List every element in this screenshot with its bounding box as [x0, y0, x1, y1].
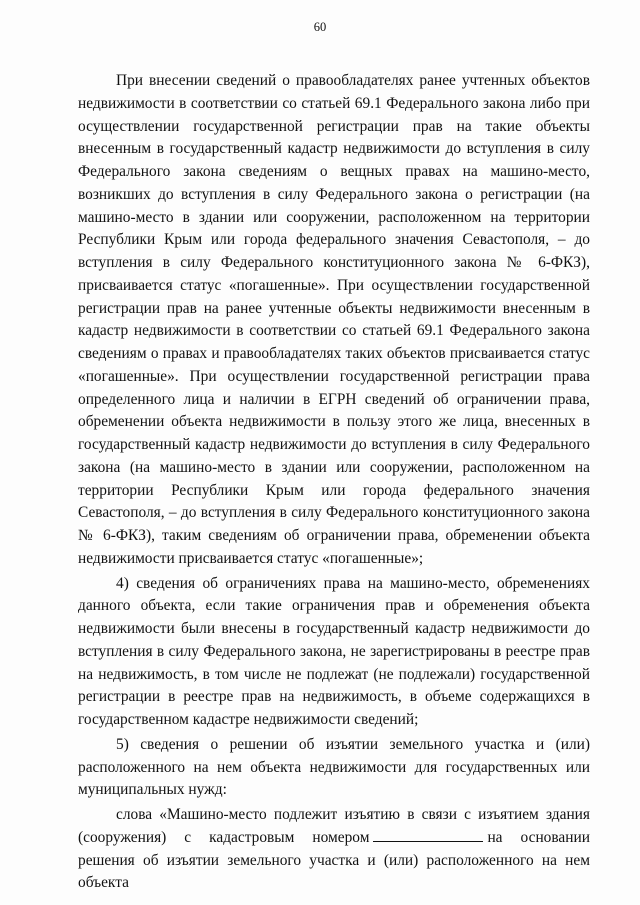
- paragraph-rights-status: При внесении сведений о правообладателях ранее учтенных объектов недвижимости в соответствии со статьей 69.1 Федерального закона либо при осуществлении государственной регистрации прав на такие объекты внесенным в государственный кадастр недвижимости до вступления в силу Федерального закона сведениям о вещных правах на машино-место, возникших до вступления в силу Федерального закона о регистрации (на машино-место в здании или сооружении, расположенном на территории Республики Крым или города федерального значения Севастополя, – до вступления в силу Федерального конституционного закона № 6-ФКЗ), присваивается статус «погашенные». При осуществлении государственной регистрации прав на ранее учтенные объекты недвижимости внесенным в кадастр недвижимости в соответствии со статьей 69.1 Федерального закона сведениям о правах и правообладателях таких объектов присваивается статус «погашенные». При осуществлении государственной регистрации права определенного лица и наличии в ЕГРН сведений об ограничении права, обременении объекта недвижимости в пользу этого же лица, внесенных в государственный кадастр недвижимости до вступления в силу Федерального закона (на машино-место в здании или сооружении, расположенном на территории Республики Крым или города федерального значения Севастополя, – до вступления в силу Федерального конституционного закона № 6-ФКЗ), таким сведениям об ограничении права, обременении объекта недвижимости присваивается статус «погашенные»;: [78, 72, 590, 567]
- seizure-text-end: на основании решения об изъятии земельного участка и (или) расположенного на нем объекта: [78, 828, 590, 892]
- paragraph-item-5: 5) сведения о решении об изъятии земельного участка и (или) расположенного на нем объекта недвижимости для государственных или муниципальных нужд:: [78, 735, 590, 799]
- seizure-text-start: слова «Машино-место подлежит изъятию в связи с изъятием здания (сооружения) с кадастровым номером: [78, 806, 590, 846]
- cadastral-number-blank: [373, 829, 483, 842]
- paragraph-seizure-words: [78, 804, 590, 895]
- page-number: 60: [313, 20, 327, 34]
- document-body: [78, 70, 590, 895]
- paragraph-item-4: 4) сведения об ограничениях права на машино-место, обременениях данного объекта, если такие ограничения прав и обременения объекта недвижимости были внесены в государственный кадастр недвижимости до вступления в силу Федерального закона, не зарегистрированы в реестре прав на недвижимость, в том числе не подлежат (не подлежали) государственной регистрации в реестре прав на недвижимость, в объеме содержащихся в государственном кадастре недвижимости сведений;: [78, 574, 590, 728]
